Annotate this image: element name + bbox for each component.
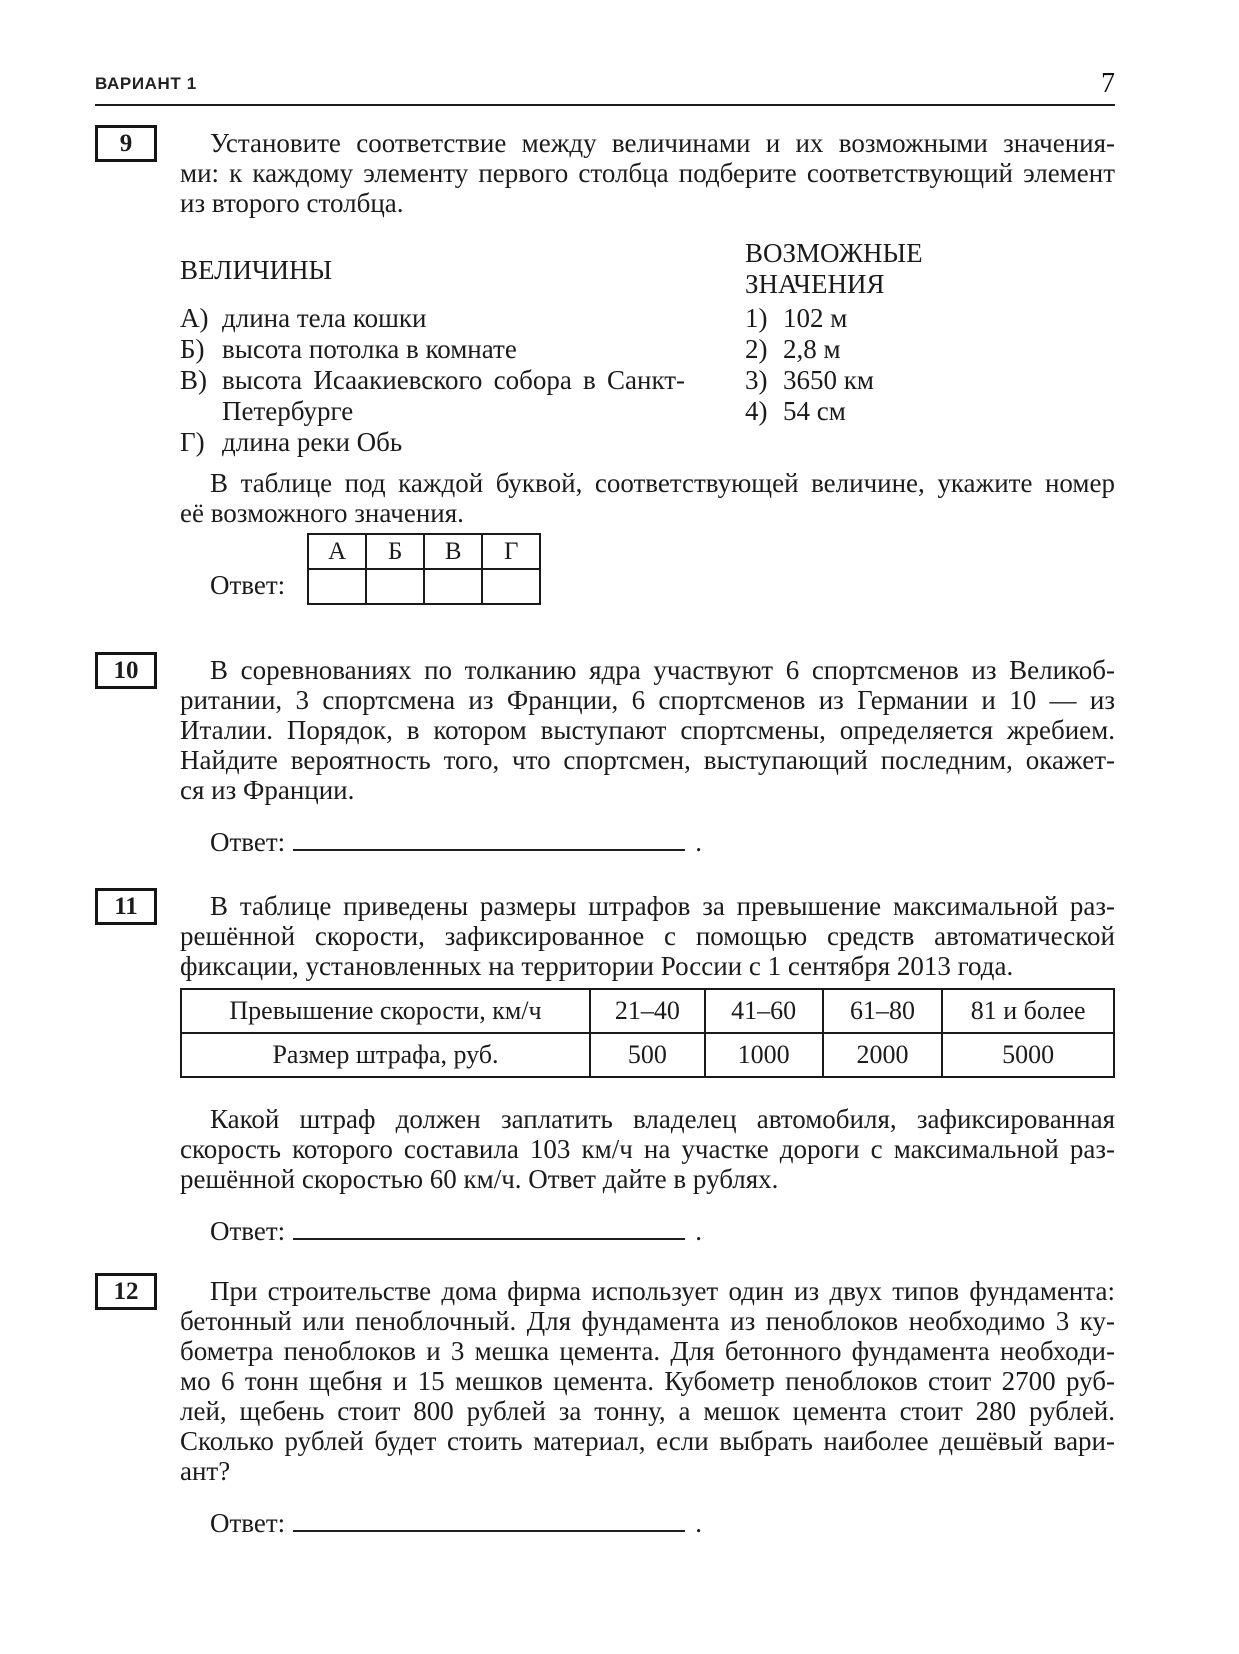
problem-9-number-column: [95, 128, 180, 162]
matching-section: [180, 238, 1115, 458]
answer-suffix: .: [695, 1216, 702, 1246]
matching-right-header: [745, 238, 1115, 303]
problem-text-line: лей, щебень стоит 800 рублей за тонну, а мешок цемента стоит 280 рублей.: [180, 1396, 1115, 1426]
problem-text-line: бометра пеноблоков и 3 мешка цемента. Для бетонного фундамента необходи-: [180, 1336, 1115, 1366]
item-marker: 4): [745, 396, 768, 426]
answer-label: Ответ:: [210, 1216, 286, 1246]
answer-blank-line[interactable]: [293, 1237, 685, 1240]
item-value: 3650 км: [783, 365, 874, 395]
answer-label: Ответ:: [210, 1508, 286, 1538]
item-text: длина реки Обь: [222, 427, 403, 457]
problem-text-line: скорость которого составила 103 км/ч на участке дороги с максимальной раз-: [180, 1134, 1115, 1164]
matching-left-column: [180, 238, 685, 458]
answer-label: Ответ:: [210, 827, 286, 857]
item-value: 2,8 м: [783, 334, 841, 364]
problem-text-line: из второго столбца.: [180, 188, 404, 218]
answer-grid-input-cell[interactable]: [482, 569, 540, 604]
problem-text-line: В таблице под каждой буквой, соответствующей величине, укажите номер: [210, 468, 1115, 498]
problem-text-line: ми: к каждому элементу первого столбца подберите соответствующий элемент: [180, 158, 1115, 188]
problem-12: [95, 1276, 1115, 1538]
fines-header-cell: 21–40: [590, 989, 705, 1033]
problem-10-number-column: [95, 655, 180, 689]
fines-value-cell: 1000: [705, 1033, 823, 1077]
matching-right-column: [745, 238, 1115, 458]
answer-blank-line[interactable]: [293, 848, 685, 851]
item-text: высота Исаакиевского собора в Санкт-: [222, 365, 685, 395]
problem-text-line: Установите соответствие между величинами и их возможными значения-: [210, 128, 1115, 158]
fines-table: [180, 988, 1115, 1078]
variant-label: ВАРИАНТ 1: [95, 74, 197, 93]
fines-value-cell: Размер штрафа, руб.: [181, 1033, 590, 1077]
match-item-v: [180, 365, 685, 427]
match-item-b: [180, 334, 685, 365]
match-item-g: [180, 427, 685, 458]
item-marker: 2): [745, 334, 768, 364]
item-value: 102 м: [783, 303, 848, 333]
match-value-4: [745, 396, 1115, 427]
problem-11-number-box: [95, 888, 157, 925]
item-text: Петербурге: [222, 396, 354, 426]
problem-text-line: Найдите вероятность того, что спортсмен, выступающий последним, окажет-: [180, 745, 1115, 775]
fines-value-cell: 2000: [823, 1033, 943, 1077]
answer-blank-line[interactable]: [293, 1529, 685, 1532]
problem-text-line: В соревнованиях по толканию ядра участвуют 6 спортсменов из Великоб-: [210, 655, 1115, 685]
match-value-1: [745, 303, 1115, 334]
match-value-2: [745, 334, 1115, 365]
page-header: [95, 70, 1115, 98]
answer-grid-header-cell: В: [424, 534, 482, 569]
answer-suffix: .: [695, 1508, 702, 1538]
answer-grid-input-cell[interactable]: [424, 569, 482, 604]
fines-table-header-row: [181, 989, 1114, 1033]
item-text: высота потолка в комнате: [222, 334, 517, 364]
fines-header-cell: 41–60: [705, 989, 823, 1033]
item-marker: 1): [745, 303, 768, 333]
right-header-line: ВОЗМОЖНЫЕ: [745, 238, 923, 268]
fines-table-value-row: [181, 1033, 1114, 1077]
problem-text-line: фиксации, установленных на территории России с 1 сентября 2013 года.: [180, 951, 1014, 981]
problem-9-number: 9: [119, 129, 133, 157]
problem-9: [95, 128, 1115, 605]
answer-label: Ответ:: [210, 570, 286, 600]
problem-12-number-column: [95, 1276, 180, 1310]
answer-grid: [307, 533, 541, 605]
problem-11-body: [180, 891, 1115, 1246]
right-header-line: ЗНАЧЕНИЯ: [745, 269, 885, 299]
problem-text-line: В таблице приведены размеры штрафов за превышение максимальной раз-: [210, 891, 1115, 921]
problem-text-line: решённой скорости, зафиксированное с помощью средств автоматической: [180, 921, 1115, 951]
problem-11: [95, 891, 1115, 1246]
answer-grid-header-cell: Г: [482, 534, 540, 569]
page-number: 7: [1101, 68, 1115, 99]
answer-grid-input-cell[interactable]: [366, 569, 424, 604]
header-rule: [95, 104, 1115, 106]
answer-grid-input-row: [308, 569, 540, 604]
problem-text-line: При строительстве дома фирма использует один из двух типов фундамента:: [210, 1276, 1115, 1306]
matching-left-header: [180, 238, 685, 303]
problem-text-line: Какой штраф должен заплатить владелец автомобиля, зафиксированная: [210, 1104, 1115, 1134]
problem-text-line: ант?: [180, 1456, 231, 1486]
answer-grid-input-cell[interactable]: [308, 569, 366, 604]
problem-9-outro: [180, 468, 1115, 528]
problem-12-number-box: [95, 1273, 157, 1310]
problem-12-answer-row: [180, 1508, 1115, 1538]
problem-text-line: ся из Франции.: [180, 775, 355, 805]
problem-12-number: 12: [113, 1277, 139, 1305]
problem-text-line: решённой скоростью 60 км/ч. Ответ дайте в рублях.: [180, 1164, 779, 1194]
problem-12-body: [180, 1276, 1115, 1538]
problem-10: [95, 655, 1115, 857]
fines-header-cell: Превышение скорости, км/ч: [181, 989, 590, 1033]
answer-grid-header-row: [308, 534, 540, 569]
fines-header-cell: 61–80: [823, 989, 943, 1033]
problem-11-outro: [180, 1104, 1115, 1194]
problem-11-answer-row: [180, 1216, 1115, 1246]
problem-text-line: мо 6 тонн щебня и 15 мешков цемента. Кубометр пеноблоков стоит 2700 руб-: [180, 1366, 1115, 1396]
problem-10-number: 10: [113, 656, 139, 684]
fines-header-cell: 81 и более: [942, 989, 1114, 1033]
problem-11-number-column: [95, 891, 180, 925]
item-marker: А): [180, 303, 209, 333]
item-text: длина тела кошки: [222, 303, 427, 333]
problem-text-line: Сколько рублей будет стоить материал, если выбрать наиболее дешёвый вари-: [180, 1426, 1115, 1456]
fines-value-cell: 500: [590, 1033, 705, 1077]
match-value-3: [745, 365, 1115, 396]
answer-grid-header-cell: Б: [366, 534, 424, 569]
match-item-a: [180, 303, 685, 334]
item-marker: В): [180, 365, 207, 395]
item-marker: Б): [180, 334, 205, 364]
problem-text-line: ритании, 3 спортсмена из Франции, 6 спортсменов из Германии и 10 — из: [180, 685, 1115, 715]
left-header-text: ВЕЛИЧИНЫ: [180, 255, 333, 285]
item-marker: 3): [745, 365, 768, 395]
problem-10-answer-row: [180, 827, 1115, 857]
problem-9-number-box: [95, 125, 157, 162]
problem-10-number-box: [95, 652, 157, 689]
problem-text-line: Италии. Порядок, в котором выступают спортсмены, определяется жребием.: [180, 715, 1115, 745]
problem-text-line: её возможного значения.: [180, 498, 464, 528]
item-value: 54 см: [783, 396, 846, 426]
answer-suffix: .: [695, 827, 702, 857]
problem-text-line: бетонный или пеноблочный. Для фундамента из пеноблоков необходимо 3 ку-: [180, 1306, 1115, 1336]
item-marker: Г): [180, 427, 205, 457]
problem-10-body: [180, 655, 1115, 857]
problem-9-answer-row: [180, 533, 1115, 605]
fines-value-cell: 5000: [942, 1033, 1114, 1077]
answer-grid-header-cell: А: [308, 534, 366, 569]
problem-11-number: 11: [114, 892, 138, 920]
problem-9-body: [180, 128, 1115, 605]
